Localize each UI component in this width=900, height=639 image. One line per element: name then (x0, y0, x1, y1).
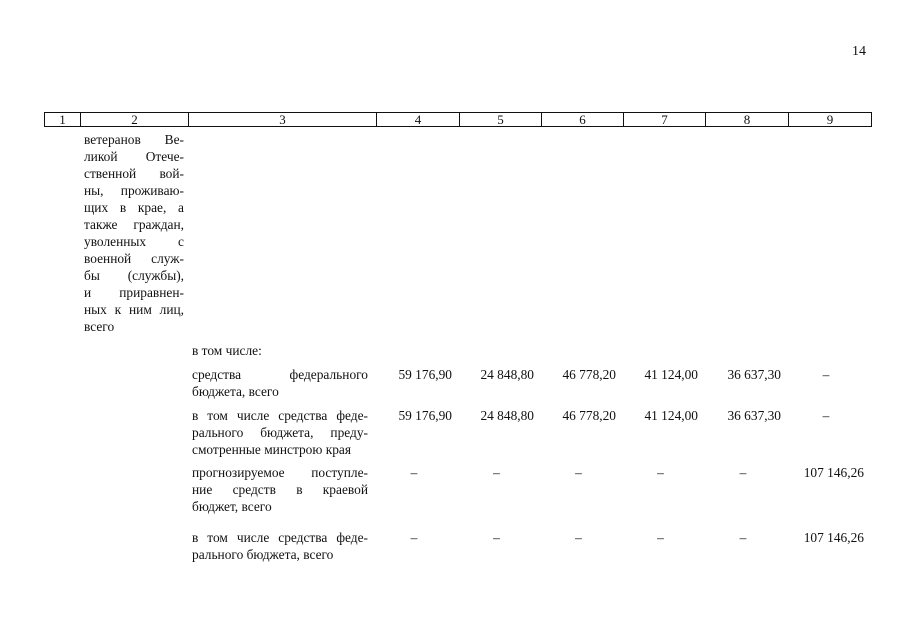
header-cell-3: 3 (188, 112, 376, 127)
value-col9: – (822, 367, 830, 382)
row-label-line: рального бюджета, преду- (192, 425, 368, 440)
value-col7: – (657, 530, 664, 545)
value-col9: 107 146,26 (803, 465, 864, 480)
col2-line: ны, проживаю- (84, 183, 184, 198)
row-label (192, 464, 368, 515)
row-label-line: средства федерального (192, 367, 368, 382)
row-label (192, 529, 368, 563)
header-cell-7: 7 (623, 112, 705, 127)
col2-line: щих в крае, а (84, 200, 184, 215)
col2-line: бы (службы), (84, 268, 184, 283)
row-label (192, 407, 368, 458)
col2-line: всего (84, 319, 115, 334)
row-label-line: бюджет, всего (192, 499, 272, 514)
row-label-line: рального бюджета, всего (192, 547, 334, 562)
header-cell-2: 2 (80, 112, 188, 127)
header-cell-9: 9 (788, 112, 872, 127)
value-col6: – (575, 465, 582, 480)
col2-text (84, 131, 184, 335)
header-cell-1: 1 (44, 112, 80, 127)
col2-line: ликой Отече- (84, 149, 184, 164)
value-col5: – (493, 465, 500, 480)
header-cell-5: 5 (459, 112, 541, 127)
row-label-line: в том числе: (192, 343, 262, 358)
header-cell-8: 8 (705, 112, 788, 127)
header-cell-4: 4 (376, 112, 459, 127)
value-col4: – (410, 530, 418, 545)
row-label-line: прогнозируемое поступле- (192, 465, 368, 480)
row-label-line: в том числе средства феде- (192, 408, 368, 423)
col2-line: ных к ним лиц, (84, 302, 184, 317)
value-col4: 59 176,90 (398, 367, 452, 382)
value-col8: – (739, 465, 747, 480)
value-col4: 59 176,90 (398, 408, 452, 423)
header-cell-6: 6 (541, 112, 623, 127)
col2-line: ветеранов Ве- (84, 132, 184, 147)
row-label (192, 342, 368, 359)
row-label (192, 366, 368, 400)
value-col8: 36 637,30 (727, 367, 781, 382)
value-col5: – (493, 530, 500, 545)
value-col5: 24 848,80 (480, 408, 534, 423)
value-col9: 107 146,26 (803, 530, 864, 545)
col2-line: военной служ- (84, 251, 184, 266)
col2-line: также граждан, (84, 217, 184, 232)
value-col7: 41 124,00 (644, 408, 698, 423)
row-label-line: смотренные минстрою края (192, 442, 352, 457)
col2-line: и приравнен- (84, 285, 184, 300)
value-col9: – (822, 408, 830, 423)
row-label-line: в том числе средства феде- (192, 530, 368, 545)
value-col7: – (657, 465, 664, 480)
page-number: 14 (852, 44, 866, 59)
row-label-line: ние средств в краевой (192, 482, 368, 497)
value-col6: 46 778,20 (562, 367, 616, 382)
value-col8: 36 637,30 (727, 408, 781, 423)
value-col5: 24 848,80 (480, 367, 534, 382)
col2-line: уволенных с (84, 234, 184, 249)
col2-line: ственной вой- (84, 166, 184, 181)
value-col8: – (739, 530, 747, 545)
value-col6: – (575, 530, 582, 545)
value-col7: 41 124,00 (644, 367, 698, 382)
row-label-line: бюджета, всего (192, 384, 279, 399)
value-col6: 46 778,20 (562, 408, 616, 423)
value-col4: – (410, 465, 418, 480)
